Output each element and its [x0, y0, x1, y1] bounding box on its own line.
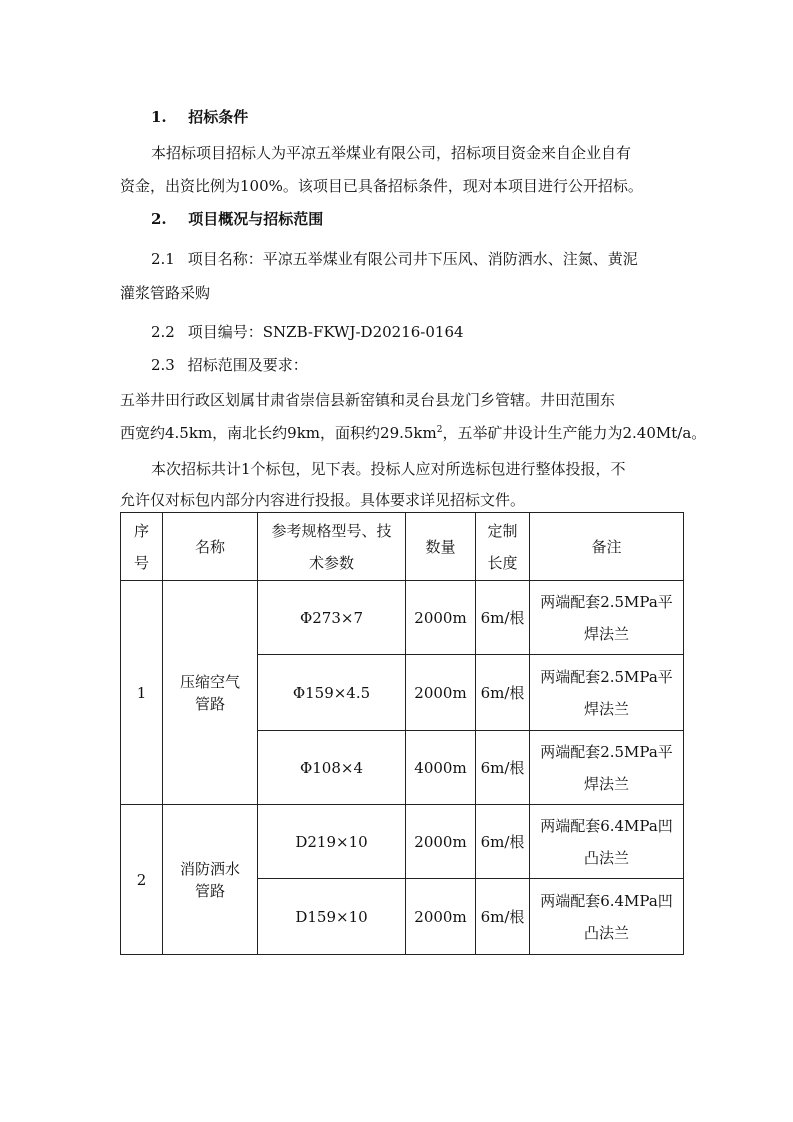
group-2-seq: 2: [121, 805, 163, 955]
group-2-name-line-1: 消防洒水: [179, 859, 240, 878]
scope-line-2-post: ，五举矿井设计生产能力为2.40Mt/a。: [442, 424, 707, 442]
note-cell: [530, 879, 684, 955]
header-qty: 数量: [406, 513, 476, 581]
note-line-1: 两端配套6.4MPa凹: [540, 891, 673, 910]
scope-line-2: [120, 423, 706, 443]
section-2-title: 项目概况与招标范围: [188, 210, 324, 228]
note-cell: [530, 581, 684, 655]
qty-cell: 2000m: [406, 655, 476, 731]
spec-cell: Φ273×7: [258, 581, 406, 655]
item-2-3: [151, 355, 308, 375]
spec-cell: Φ108×4: [258, 731, 406, 805]
note-line-2: 焊法兰: [583, 624, 629, 643]
group-1-name-line-2: 管路: [194, 694, 225, 713]
scope-line-2-sup: 2: [436, 425, 443, 435]
header-name: 名称: [163, 513, 258, 581]
scope-line-2-pre: 西宽约4.5km，南北长约9km，面积约29.5km: [120, 424, 437, 442]
note-line-1: 两端配套2.5MPa平: [540, 667, 673, 686]
spec-cell: D219×10: [258, 805, 406, 879]
spec-cell: D159×10: [258, 879, 406, 955]
len-cell: 6m/根: [476, 805, 530, 879]
scope-line-1: 五举井田行政区划属甘肃省崇信县新窑镇和灵台县龙门乡管辖。井田范围东: [120, 391, 616, 409]
group-1-name-line-1: 压缩空气: [179, 672, 240, 691]
note-line-1: 两端配套2.5MPa平: [540, 742, 673, 761]
qty-cell: 4000m: [406, 731, 476, 805]
qty-cell: 2000m: [406, 581, 476, 655]
section-2-heading: [151, 209, 323, 229]
note-cell: [530, 731, 684, 805]
qty-cell: 2000m: [406, 879, 476, 955]
note-line-1: 两端配套6.4MPa凹: [540, 816, 673, 835]
package-table: [120, 512, 684, 955]
table-header-row: [121, 513, 684, 581]
qty-cell: 2000m: [406, 805, 476, 879]
item-2-1-line-2: 灌浆管路采购: [120, 284, 211, 302]
header-len: [476, 513, 530, 581]
item-2-3-number: 2.3: [151, 356, 175, 374]
len-cell: 6m/根: [476, 879, 530, 955]
header-seq-line-2: 号: [133, 553, 149, 572]
table-row: [121, 805, 684, 879]
item-2-1-number: 2.1: [151, 250, 175, 268]
header-seq: [121, 513, 163, 581]
package-line-1: 本次招标共计1个标包，见下表。投标人应对所选标包进行整体投报，不: [151, 460, 626, 478]
header-spec-line-2: 术参数: [308, 553, 354, 572]
note-cell: [530, 805, 684, 879]
header-len-line-1: 定制: [487, 521, 518, 540]
header-len-line-2: 长度: [487, 553, 518, 572]
item-2-2-text: 项目编号：SNZB-FKWJ-D20216-0164: [187, 323, 464, 341]
note-line-1: 两端配套2.5MPa平: [540, 592, 673, 611]
item-2-1-text: 项目名称：平凉五举煤业有限公司井下压风、消防洒水、注氮、黄泥: [187, 250, 638, 268]
len-cell: 6m/根: [476, 655, 530, 731]
section-1-paragraph-line-1: 本招标项目招标人为平凉五举煤业有限公司，招标项目资金来自企业自有: [151, 144, 632, 162]
item-2-2: [151, 322, 464, 342]
section-1-number: 1.: [151, 108, 167, 126]
item-2-1-line-1: [151, 249, 638, 269]
len-cell: 6m/根: [476, 581, 530, 655]
section-1-paragraph-line-2: 资金，出资比例为100%。该项目已具备招标条件，现对本项目进行公开招标。: [120, 177, 643, 195]
note-cell: [530, 655, 684, 731]
header-spec: [258, 513, 406, 581]
len-cell: 6m/根: [476, 731, 530, 805]
section-1-heading: [151, 107, 248, 127]
header-seq-line-1: 序: [133, 521, 149, 540]
section-1-title: 招标条件: [188, 108, 249, 126]
item-2-2-number: 2.2: [151, 323, 175, 341]
note-line-2: 焊法兰: [583, 699, 629, 718]
group-2-name: [163, 805, 258, 955]
group-2-name-line-2: 管路: [194, 881, 225, 900]
group-1-seq: 1: [121, 581, 163, 805]
group-1-name: [163, 581, 258, 805]
section-2-number: 2.: [151, 210, 167, 228]
header-spec-line-1: 参考规格型号、技: [271, 521, 392, 540]
item-2-3-text: 招标范围及要求：: [187, 356, 308, 374]
table-row: [121, 581, 684, 655]
note-line-2: 焊法兰: [583, 774, 629, 793]
note-line-2: 凸法兰: [583, 923, 629, 942]
spec-cell: Φ159×4.5: [258, 655, 406, 731]
note-line-2: 凸法兰: [583, 848, 629, 867]
package-line-2: 允许仅对标包内部分内容进行投报。具体要求详见招标文件。: [120, 491, 526, 509]
header-note: 备注: [530, 513, 684, 581]
